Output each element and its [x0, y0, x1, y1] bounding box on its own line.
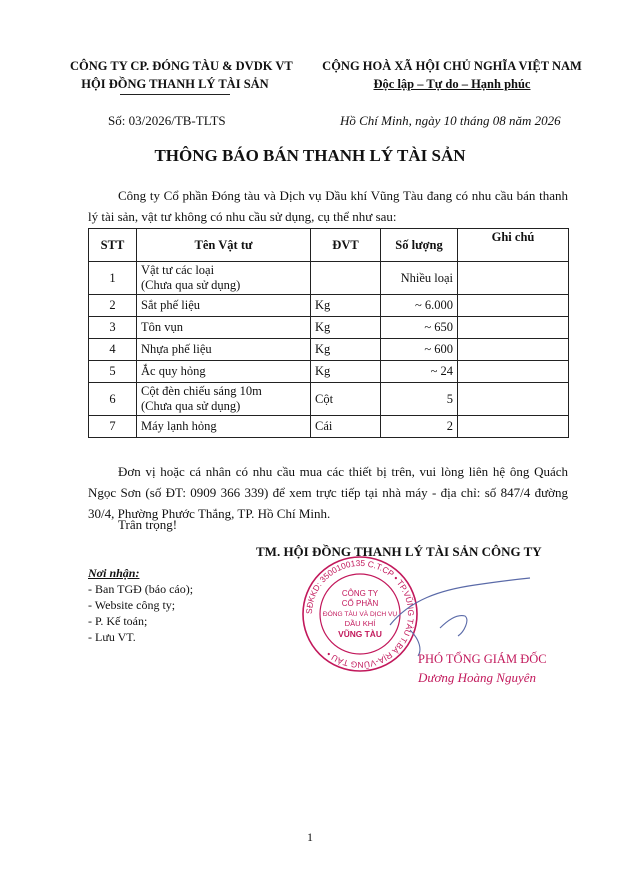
row-name: Tôn vụn — [137, 317, 311, 339]
row-unit: Kg — [311, 339, 381, 361]
row-unit — [311, 262, 381, 295]
place-date: Hồ Chí Minh, ngày 10 tháng 08 năm 2026 — [340, 113, 561, 128]
contact-paragraph: Đơn vị hoặc cá nhân có nhu cầu mua các thiết bị trên, vui lòng liên hệ ông Quách Ngọc Sơn (số ĐT: 0909 366 339) để xem trực tiếp tại nhà máy - địa chỉ: số 847/4 đường 30/4, Phường Phước Thắng, TP. Hồ Chí Minh. — [88, 464, 568, 521]
row-stt: 7 — [89, 416, 137, 438]
stamp-line-2: CỔ PHẦN — [341, 599, 379, 608]
row-remark — [458, 361, 569, 383]
row-name: Ắc quy hỏng — [137, 361, 311, 383]
col-name: Tên Vật tư — [137, 229, 311, 262]
items-table — [88, 228, 569, 438]
stamp-line-3: ĐÓNG TÀU VÀ DỊCH VỤ — [322, 611, 398, 618]
table-row — [89, 416, 569, 438]
stamp-line-1: CÔNG TY — [341, 589, 379, 598]
row-stt: 5 — [89, 361, 137, 383]
page-number: 1 — [307, 830, 313, 844]
row-name: Nhựa phế liệu — [137, 339, 311, 361]
row-qty: 2 — [381, 416, 458, 438]
table-header-row — [89, 229, 569, 262]
row-name-text: Cột đèn chiếu sáng 10m — [141, 384, 262, 398]
row-name — [137, 262, 311, 295]
nation-motto: Độc lập – Tự do – Hạnh phúc — [373, 77, 531, 91]
row-unit: Kg — [311, 295, 381, 317]
row-stt: 6 — [89, 383, 137, 416]
nation-name: CỘNG HOÀ XÃ HỘI CHỦ NGHĨA VIỆT NAM — [322, 59, 582, 73]
recipient-item: - Ban TGĐ (báo cáo); — [88, 582, 194, 596]
row-stt: 1 — [89, 262, 137, 295]
table-row — [89, 361, 569, 383]
row-qty: ~ 24 — [381, 361, 458, 383]
row-qty: ~ 600 — [381, 339, 458, 361]
row-name: Máy lạnh hỏng — [137, 416, 311, 438]
row-name — [137, 383, 311, 416]
signer-title: PHÓ TỔNG GIÁM ĐỐC — [418, 652, 547, 666]
stamp-ring-text: SĐKKD: 3500100135 C.T.CP • TP.VŨNG TÀU T.BÀ RỊA-VŨNG TÀU • — [303, 557, 417, 671]
row-remark — [458, 295, 569, 317]
handwritten-signature — [380, 570, 540, 660]
row-unit: Cái — [311, 416, 381, 438]
table-row — [89, 339, 569, 361]
table-row — [89, 262, 569, 295]
row-unit: Kg — [311, 361, 381, 383]
row-remark — [458, 383, 569, 416]
table-row — [89, 317, 569, 339]
recipient-item: - Website công ty; — [88, 598, 176, 612]
recipients-heading: Nơi nhận: — [88, 566, 140, 580]
row-name-note: (Chưa qua sử dụng) — [141, 399, 241, 413]
row-qty: Nhiều loại — [381, 262, 458, 295]
company-name: CÔNG TY CP. ĐÓNG TÀU & DVDK VT — [70, 59, 293, 73]
committee-name: HỘI ĐỒNG THANH LÝ TÀI SẢN — [81, 77, 269, 91]
signer-name: Dương Hoàng Nguyên — [418, 670, 537, 685]
row-name-text: Vật tư các loại — [141, 263, 215, 277]
recipient-item: - P. Kế toán; — [88, 614, 148, 628]
row-qty: 5 — [381, 383, 458, 416]
row-unit: Cột — [311, 383, 381, 416]
col-qty: Số lượng — [381, 229, 458, 262]
row-remark — [458, 339, 569, 361]
row-qty: ~ 650 — [381, 317, 458, 339]
recipient-item: - Lưu VT. — [88, 630, 136, 644]
row-name-note: (Chưa qua sử dụng) — [141, 278, 241, 292]
row-stt: 4 — [89, 339, 137, 361]
row-remark — [458, 317, 569, 339]
table-row — [89, 383, 569, 416]
col-remark: Ghi chú — [458, 229, 569, 262]
row-remark — [458, 416, 569, 438]
signature-org: TM. HỘI ĐỒNG THANH LÝ TÀI SẢN CÔNG TY — [256, 544, 542, 559]
header-left-underline — [120, 94, 230, 95]
col-stt: STT — [89, 229, 137, 262]
doc-number: Số: 03/2026/TB-TLTS — [108, 113, 226, 128]
row-unit: Kg — [311, 317, 381, 339]
table-row — [89, 295, 569, 317]
row-qty: ~ 6.000 — [381, 295, 458, 317]
row-name: Sắt phế liệu — [137, 295, 311, 317]
closing-text: Trân trọng! — [118, 517, 178, 532]
row-stt: 2 — [89, 295, 137, 317]
col-unit: ĐVT — [311, 229, 381, 262]
stamp-line-4: DẦU KHÍ — [344, 619, 376, 628]
row-remark — [458, 262, 569, 295]
page-title: THÔNG BÁO BÁN THANH LÝ TÀI SẢN — [154, 146, 466, 165]
stamp-line-5: VŨNG TÀU — [338, 629, 382, 639]
row-stt: 3 — [89, 317, 137, 339]
intro-paragraph: Công ty Cổ phần Đóng tàu và Dịch vụ Dầu khí Vũng Tàu đang có nhu cầu bán thanh lý tài sản, vật tư không có nhu cầu sử dụng, cụ thể như sau: — [88, 188, 568, 224]
